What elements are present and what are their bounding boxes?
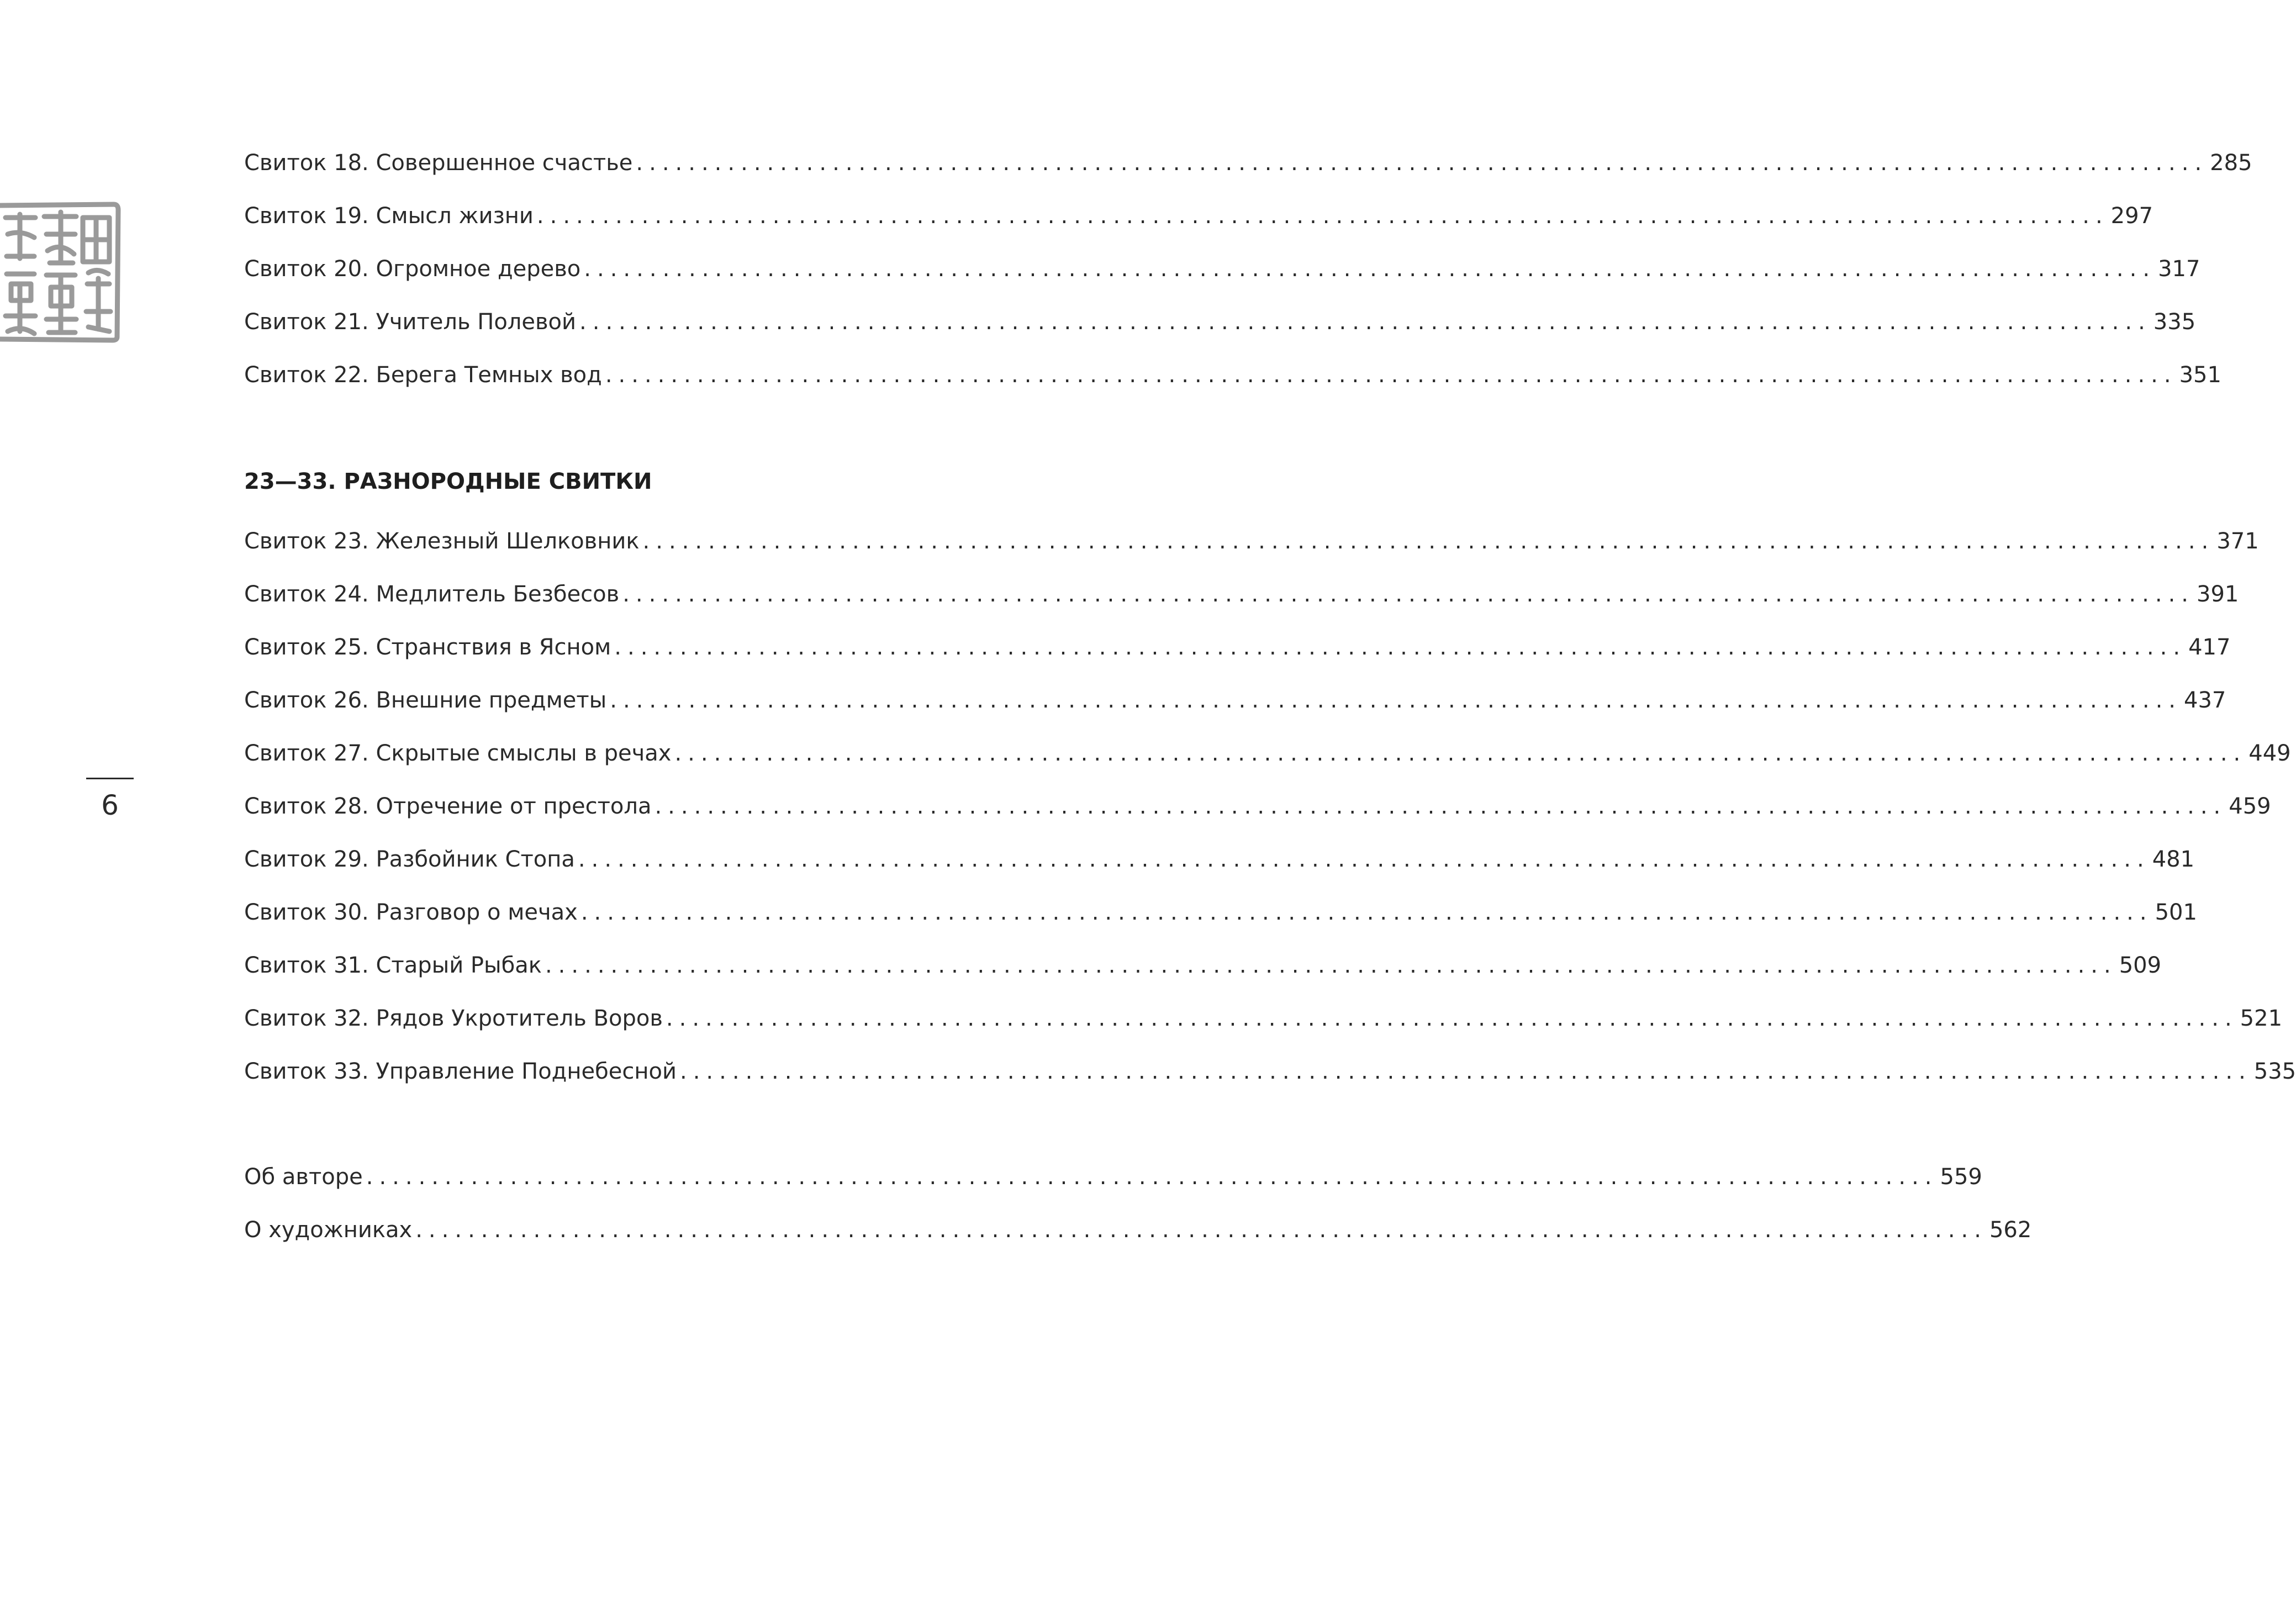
- toc-entry: [244, 362, 2221, 388]
- toc-entry: [244, 582, 2239, 607]
- toc-leader-dots: ........................................................................................................................: [622, 582, 2194, 607]
- toc-entry: [244, 741, 2291, 766]
- toc-entry-page: 562: [1989, 1217, 2032, 1243]
- toc-entry-label: Свиток 31. Старый Рыбак: [244, 953, 542, 978]
- page-number-rule: [86, 778, 134, 779]
- toc-entry-label: Свиток 19. Смысл жизни: [244, 203, 534, 229]
- toc-leader-dots: ........................................................................................................................: [578, 847, 2150, 872]
- toc-entry-page: 285: [2210, 150, 2252, 176]
- toc-entry: [244, 688, 2226, 713]
- toc-entry-label: Свиток 24. Медлитель Безбесов: [244, 582, 620, 607]
- toc-entry-page: 391: [2197, 582, 2239, 607]
- toc-entry-label: Свиток 30. Разговор о мечах: [244, 900, 578, 925]
- toc-entry-label: Свиток 23. Железный Шелковник: [244, 529, 640, 554]
- toc-entry-page: 481: [2152, 847, 2195, 872]
- toc-entry-label: Свиток 20. Огромное дерево: [244, 256, 581, 282]
- toc-leader-dots: ........................................................................................................................: [680, 1059, 2252, 1084]
- toc-entry-label: Свиток 18. Совершенное счастье: [244, 150, 633, 176]
- toc-entry: [244, 256, 2200, 282]
- toc-entry-label: Свиток 21. Учитель Полевой: [244, 309, 577, 335]
- toc-entry-page: 501: [2155, 900, 2197, 925]
- toc-entry-page: 559: [1940, 1164, 1982, 1190]
- toc-entry: [244, 1217, 2032, 1243]
- toc-entry: [244, 900, 2197, 925]
- toc-entry-page: 449: [2249, 741, 2291, 766]
- toc-leader-dots: ........................................................................................................................: [545, 953, 2117, 978]
- toc-entry: [244, 635, 2231, 660]
- toc-entry-label: Свиток 28. Отречение от престола: [244, 794, 652, 819]
- toc-entry-page: 335: [2153, 309, 2196, 335]
- toc-entry-page: 317: [2158, 256, 2200, 282]
- toc-entry-label: Свиток 32. Рядов Укротитель Воров: [244, 1006, 663, 1031]
- table-of-contents: [244, 0, 2296, 1605]
- toc-leader-dots: ........................................................................................................................: [610, 688, 2182, 713]
- chinese-seal-stamp-icon: [0, 201, 120, 342]
- toc-entry-label: Свиток 29. Разбойник Стопа: [244, 847, 575, 872]
- toc-entry-label: Свиток 25. Странствия в Ясном: [244, 635, 611, 660]
- toc-leader-dots: ........................................................................................................................: [655, 794, 2227, 819]
- toc-leader-dots: ........................................................................................................................: [579, 309, 2151, 335]
- toc-entry-page: 437: [2184, 688, 2226, 713]
- toc-entry-page: 351: [2179, 362, 2221, 388]
- toc-entry-page: 459: [2229, 794, 2271, 819]
- page-number-marker: [86, 778, 134, 819]
- toc-leader-dots: ........................................................................................................................: [674, 741, 2247, 766]
- toc-leader-dots: ........................................................................................................................: [642, 529, 2215, 554]
- toc-entry: [244, 953, 2162, 978]
- toc-entry: [244, 150, 2252, 176]
- toc-leader-dots: ........................................................................................................................: [666, 1006, 2238, 1031]
- toc-entry-page: 521: [2240, 1006, 2283, 1031]
- toc-entry-page: 297: [2110, 203, 2154, 229]
- section-heading: 23—33. РАЗНОРОДНЫЕ СВИТКИ: [244, 469, 652, 494]
- page-number: 6: [101, 789, 119, 821]
- toc-leader-dots: ........................................................................................................................: [614, 635, 2187, 660]
- toc-entry-label: Свиток 26. Внешние предметы: [244, 688, 607, 713]
- toc-leader-dots: ........................................................................................................................: [536, 203, 2109, 229]
- toc-entry-page: 509: [2119, 953, 2162, 978]
- toc-entry: [244, 794, 2271, 819]
- toc-leader-dots: ........................................................................................................................: [605, 362, 2177, 388]
- toc-entry: [244, 309, 2196, 335]
- toc-entry: [244, 847, 2195, 872]
- toc-entry-label: Свиток 22. Берега Темных вод: [244, 362, 602, 388]
- toc-entry: [244, 203, 2154, 229]
- toc-entry-page: 417: [2188, 635, 2231, 660]
- toc-entry: [244, 529, 2259, 554]
- toc-leader-dots: ........................................................................................................................: [415, 1217, 1987, 1243]
- toc-entry-page: 371: [2216, 529, 2259, 554]
- toc-leader-dots: ........................................................................................................................: [584, 256, 2156, 282]
- toc-entry: [244, 1059, 2296, 1084]
- toc-entry: [244, 1164, 1982, 1190]
- toc-leader-dots: ........................................................................................................................: [636, 150, 2208, 176]
- toc-entry: [244, 1006, 2283, 1031]
- toc-leader-dots: ........................................................................................................................: [580, 900, 2153, 925]
- toc-entry-label: О художниках: [244, 1217, 413, 1243]
- toc-entry-label: Свиток 27. Скрытые смыслы в речах: [244, 741, 672, 766]
- toc-leader-dots: ........................................................................................................................: [366, 1164, 1938, 1190]
- toc-entry-page: 535: [2253, 1059, 2296, 1084]
- toc-entry-label: Свиток 33. Управление Поднебесной: [244, 1059, 677, 1084]
- toc-entry-label: Об авторе: [244, 1164, 363, 1190]
